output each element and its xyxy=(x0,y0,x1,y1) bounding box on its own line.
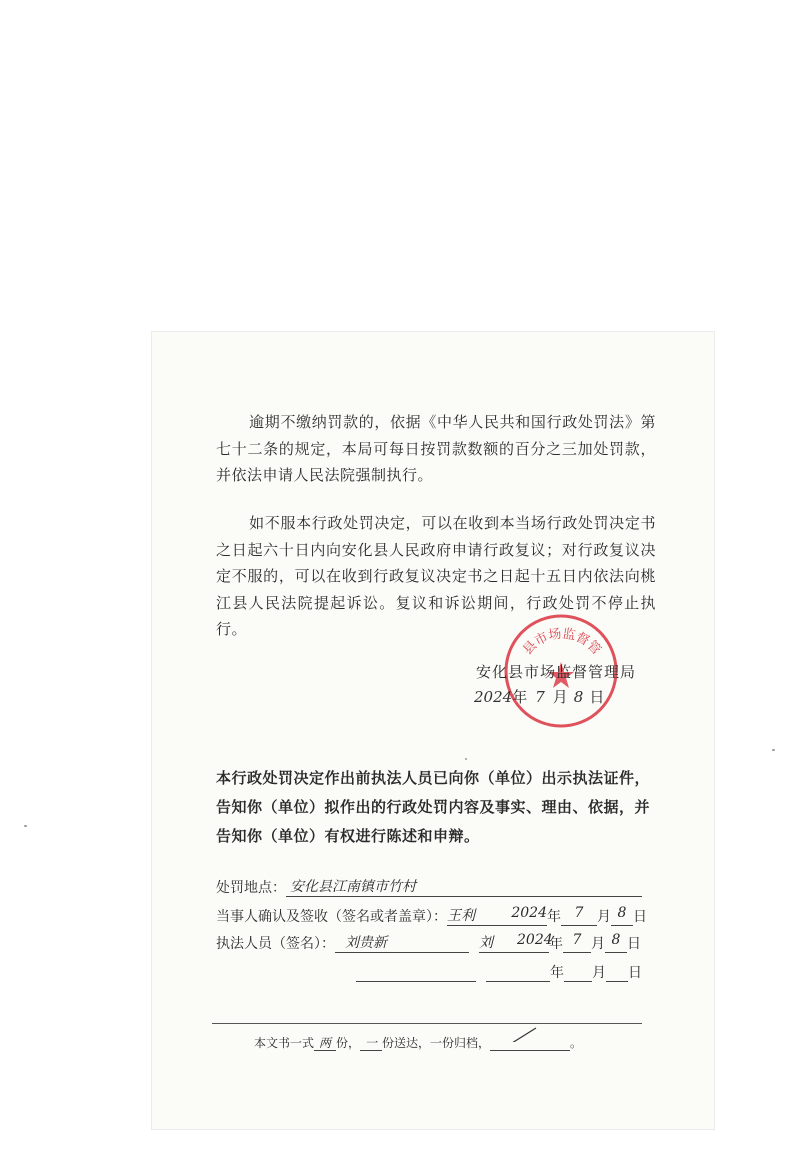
issue-day: 8 xyxy=(573,688,584,706)
location-field: 安化县江南镇市竹村 xyxy=(286,876,642,897)
officer-day: 8 xyxy=(605,932,627,953)
issue-month: 7 xyxy=(535,688,545,706)
scan-speck xyxy=(772,749,775,751)
footer-divider xyxy=(212,1023,642,1024)
strike-mark xyxy=(490,1026,570,1042)
copies-sent: 一 xyxy=(360,1034,382,1051)
blank-signature-1 xyxy=(356,961,476,982)
blank-day xyxy=(606,961,628,982)
appeal-text: 如不服本行政处罚决定，可以在收到本当场行政处罚决定书之日起六十日内向安化县人民政府申请行政复议；对行政复议决定不服的，可以在收到行政复议决定书之日起十五日内依法向桃江县人民法院提起诉讼。复议和诉讼期间，行政处罚不停止执行。 xyxy=(216,514,656,638)
party-day: 8 xyxy=(611,905,633,926)
copies-other xyxy=(490,1034,570,1051)
document-footer: 本文书一式 两 份， 一 份送达，一份归档， 。 xyxy=(254,1034,582,1051)
officer-label: 执法人员（签名）： xyxy=(216,936,335,952)
issue-year: 2024 xyxy=(474,688,513,706)
blank-signature-2 xyxy=(486,961,550,982)
overdue-text: 逾期不缴纳罚款的，依据《中华人民共和国行政处罚法》第七十二条的规定，本局可每日按罚款数额的百分之三加处罚款，并依法申请人民法院强制执行。 xyxy=(216,413,656,484)
party-confirm-row: 当事人确认及签收（签名或者盖章）： 王利 2024 年 7 月 8 日 xyxy=(216,905,647,925)
location-label: 处罚地点： xyxy=(216,880,286,896)
party-month: 7 xyxy=(561,905,597,926)
blank-month xyxy=(564,961,592,982)
issue-date: 2024年 7 月 8 日 xyxy=(474,688,605,706)
officer-row: 执法人员（签名）： 刘贵新 刘 2024 年 7 月 8 日 xyxy=(216,932,641,952)
scan-speck xyxy=(24,825,27,827)
issuing-authority: 安化县市场监督管理局 xyxy=(476,663,637,681)
officer-year: 2024 xyxy=(517,932,549,953)
scan-speck xyxy=(465,758,467,760)
overdue-paragraph xyxy=(216,409,656,489)
party-signature: 王利 xyxy=(447,905,497,926)
location-row xyxy=(216,876,642,897)
blank-officer-row: 年 月 日 xyxy=(216,961,642,982)
party-year: 2024 xyxy=(497,905,547,926)
officer-signature-2: 刘 xyxy=(479,932,517,953)
svg-text:县市场监督管: 县市场监督管 xyxy=(520,626,604,659)
officer-signature-1: 刘贵新 xyxy=(335,932,469,953)
party-confirm-label: 当事人确认及签收（签名或者盖章）： xyxy=(216,909,447,925)
copies-count: 两 xyxy=(314,1034,336,1051)
pre-decision-notice: 本行政处罚决定作出前执法人员已向你（单位）出示执法证件，告知你（单位）拟作出的行政处罚内容及事实、理由、依据，并告知你（单位）有权进行陈述和申辩。 xyxy=(216,769,651,845)
officer-month: 7 xyxy=(563,932,591,953)
